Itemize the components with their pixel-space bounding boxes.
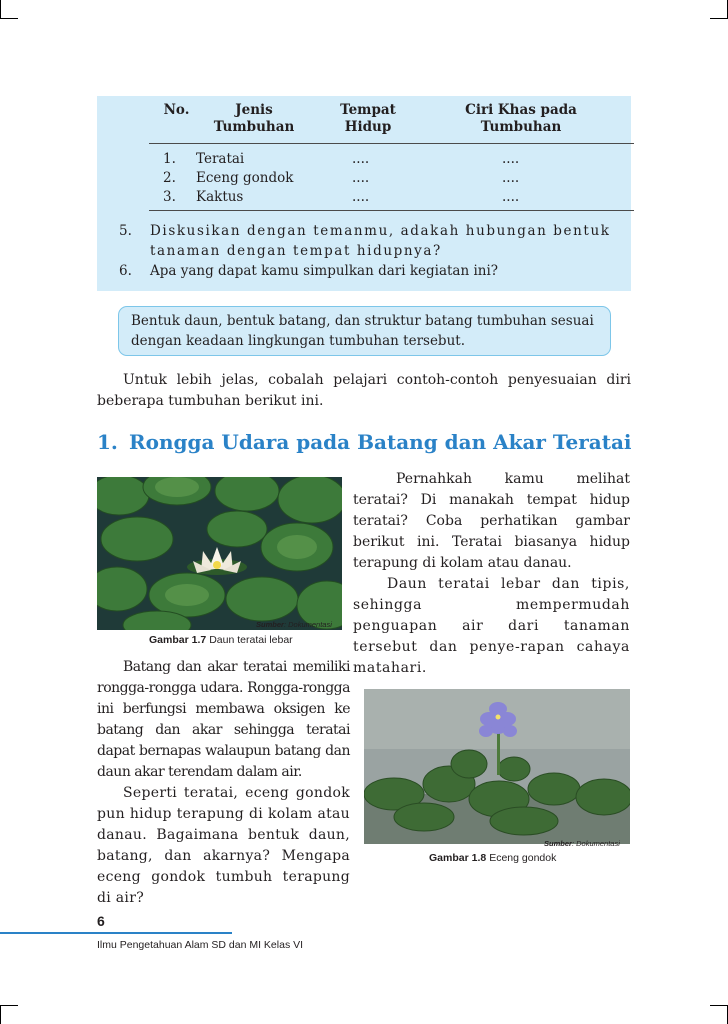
water-hyacinth-photo xyxy=(364,689,630,844)
figure-caption xyxy=(429,852,556,864)
row-plant: Kaktus xyxy=(196,189,244,205)
book-title-footer: Ilmu Pengetahuan Alam SD dan MI Kelas VI xyxy=(97,939,304,951)
water-hyacinth-image xyxy=(364,689,630,844)
figure-credit xyxy=(256,620,332,629)
air-cavity-paragraph xyxy=(97,657,350,909)
step-text: Apa yang dapat kamu simpulkan dari kegiatan ini? xyxy=(150,263,499,279)
row-number: 3. xyxy=(163,189,176,205)
col-header-text: Tumbuhan xyxy=(213,119,295,135)
row-trait: .... xyxy=(502,189,520,205)
credit-label: Sumber xyxy=(256,620,284,629)
step-text: Diskusikan dengan temanmu, adakah hubungan bentuk tanaman dengan tempat hidupnya? xyxy=(150,223,611,259)
paragraph-text: Batang dan akar teratai memiliki rongga-rongga udara. Rongga-rongga ini berfungsi membawa oksigen ke batang dan akar sehingga teratai dapat bernapas walaupun batang dan daun akar terendam dalam air. xyxy=(97,659,350,780)
step-number: 5. xyxy=(119,223,132,239)
row-plant: Eceng gondok xyxy=(196,170,294,186)
caption-label: Gambar 1.7 xyxy=(149,634,207,646)
section-number: 1. xyxy=(97,430,118,454)
crop-mark xyxy=(710,1005,728,1006)
credit-text: : Dokumentasi xyxy=(571,839,620,848)
credit-text: : Dokumentasi xyxy=(283,620,332,629)
col-header-text: Jenis xyxy=(235,102,273,118)
row-plant: Teratai xyxy=(196,151,245,167)
paragraph-text: Pernahkah kamu melihat teratai? Di manakah tempat hidup teratai? Coba perhatikan gambar berikut ini. Teratai biasanya hidup terapung di kolam atau danau. xyxy=(353,471,630,571)
col-header-text: Tempat xyxy=(340,102,396,118)
crop-mark xyxy=(710,18,728,19)
lotus-image xyxy=(97,477,342,630)
section-title: Rongga Udara pada Batang dan Akar Teratai xyxy=(129,430,632,454)
col-header-text: Hidup xyxy=(344,119,392,135)
crop-mark xyxy=(0,1006,1,1024)
figure-caption xyxy=(149,634,293,646)
credit-label: Sumber xyxy=(544,839,572,848)
caption-label: Gambar 1.8 xyxy=(429,852,487,864)
table-rule xyxy=(149,210,634,211)
activity-box xyxy=(97,96,631,291)
row-trait: .... xyxy=(502,170,520,186)
step-number: 6. xyxy=(119,263,132,279)
row-habitat: .... xyxy=(352,189,370,205)
col-header-text: Tumbuhan xyxy=(480,119,562,135)
row-number: 2. xyxy=(163,170,176,186)
footer-rule xyxy=(0,932,232,934)
row-habitat: .... xyxy=(352,151,370,167)
crop-mark xyxy=(0,1005,18,1006)
col-header-tempat xyxy=(316,102,420,136)
row-habitat: .... xyxy=(352,170,370,186)
paragraph-text: Daun teratai lebar dan tipis, sehingga mempermudah penguapan air dari tanaman tersebut dan penye-rapan cahaya matahari. xyxy=(353,576,630,676)
crop-mark xyxy=(0,18,18,19)
col-header-no xyxy=(149,102,204,119)
row-number: 1. xyxy=(163,151,176,167)
caption-text: Eceng gondok xyxy=(489,852,557,864)
conclusion-text: Bentuk daun, bentuk batang, dan struktur batang tumbuhan sesuai dengan keadaan lingkungan tumbuhan tersebut. xyxy=(131,313,594,349)
intro-paragraph: Untuk lebih jelas, cobalah pelajari contoh-contoh penyesuaian diri beberapa tumbuhan berikut ini. xyxy=(97,372,631,409)
table-rule xyxy=(149,143,634,144)
figure-credit xyxy=(544,839,620,848)
col-header-text: Ciri Khas pada xyxy=(465,102,577,118)
col-header-ciri xyxy=(442,102,600,136)
crop-mark xyxy=(0,0,1,18)
col-header-jenis xyxy=(197,102,311,136)
conclusion-box xyxy=(118,306,611,356)
lotus-photo xyxy=(97,477,342,630)
col-header-text: No. xyxy=(163,102,190,118)
page-number: 6 xyxy=(97,913,105,929)
paragraph-text: Seperti teratai, eceng gondok pun hidup terapung di kolam atau danau. Bagaimana bentuk daun, batang, dan akarnya? Mengapa eceng gondok tumbuh terapung di air? xyxy=(97,785,350,906)
caption-text: Daun teratai lebar xyxy=(209,634,293,646)
lotus-paragraph xyxy=(353,469,630,679)
row-trait: .... xyxy=(502,151,520,167)
section-heading xyxy=(97,430,632,454)
